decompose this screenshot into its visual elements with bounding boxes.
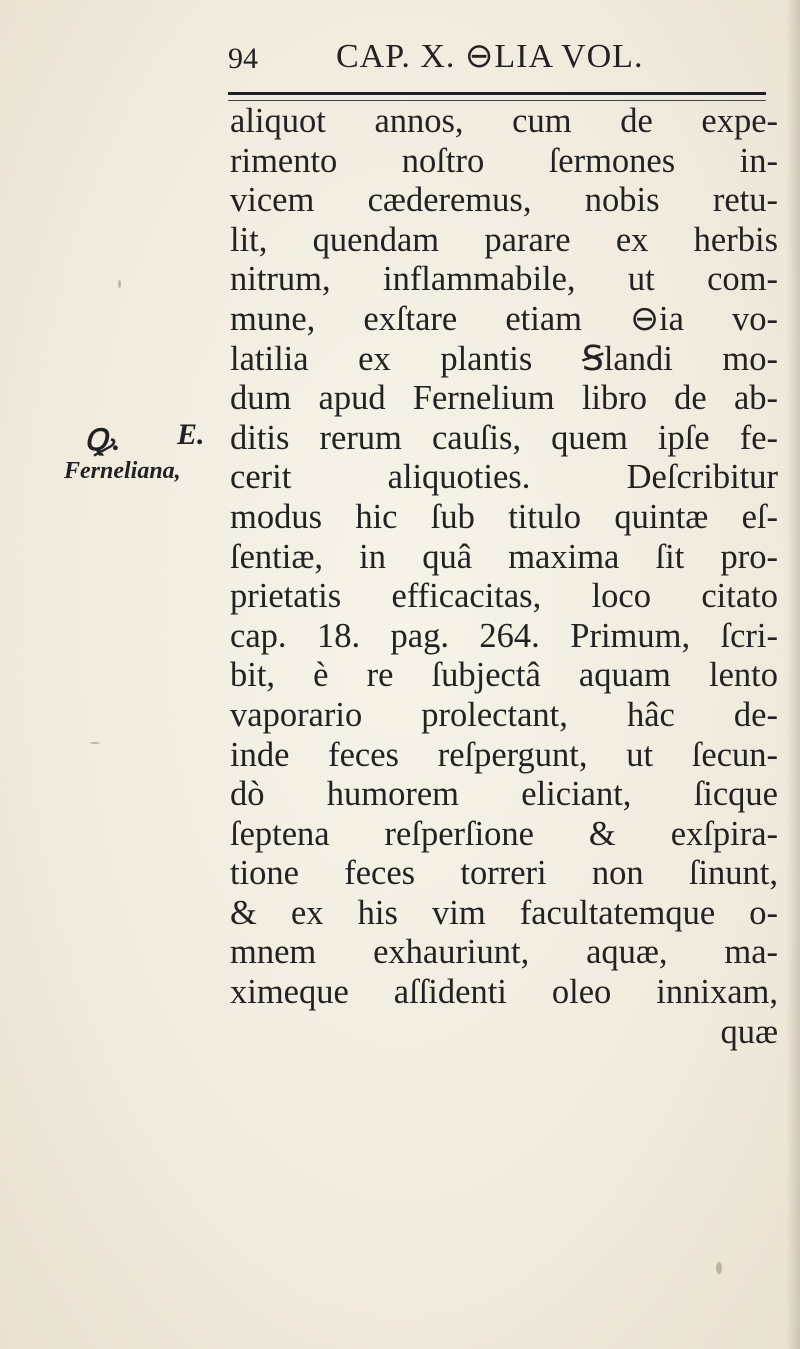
page-number: 94 xyxy=(228,42,258,75)
paper-speck xyxy=(716,1262,722,1274)
paper-speck xyxy=(118,280,121,288)
text-line: dò humorem eliciant, ſicque xyxy=(230,775,778,814)
margin-note-word: Ferneliana, xyxy=(64,458,181,484)
text-line: vaporario prolectant, hâc de- xyxy=(230,695,778,734)
page-header xyxy=(228,36,768,90)
text-line: mnem exhauriunt, aquæ, ma- xyxy=(230,933,778,972)
text-line: ditis rerum cauſis, quem ipſe fe- xyxy=(230,418,778,457)
text-line: dum apud Fernelium libro de ab- xyxy=(230,379,778,418)
page-edge xyxy=(786,0,800,1349)
text-line: bit, è re ſubjectâ aquam lento xyxy=(230,656,778,695)
text-line: modus hic ſub titulo quintæ eſ- xyxy=(230,497,778,536)
catchword: quæ xyxy=(720,1012,778,1051)
text-line: tione feces torreri non ſinunt, xyxy=(230,854,778,893)
running-head: CAP. X. ⊖LIA VOL. xyxy=(336,38,644,75)
text-line: aliquot annos, cum de expe- xyxy=(230,102,778,140)
text-line: vicem cæderemus, nobis retu- xyxy=(230,181,778,220)
body-text xyxy=(230,102,778,1052)
text-line: rimento noſtro ſermones in- xyxy=(230,141,778,180)
text-line: cerit aliquoties. Deſcribitur xyxy=(230,458,778,497)
margin-note-letter: E. xyxy=(177,418,205,451)
text-line: latilia ex plantis Ꞩlandi mo- xyxy=(230,339,778,378)
text-line: mune, exſtare etiam ⊖ia vo- xyxy=(230,299,778,338)
text-line: nitrum, inflammabile, ut com- xyxy=(230,260,778,299)
text-line: lit, quendam parare ex herbis xyxy=(230,220,778,259)
header-rule xyxy=(228,92,766,101)
text-line: ſeptena reſperſione & exſpira- xyxy=(230,814,778,853)
text-line: cap. 18. pag. 264. Primum, ſcri- xyxy=(230,616,778,655)
text-line: & ex his vim facultatemque o- xyxy=(230,893,778,932)
text-line: ximeque aſſidenti oleo innixam, xyxy=(230,973,778,1012)
text-line: inde feces reſpergunt, ut ſecun- xyxy=(230,735,778,774)
text-line: ſentiæ, in quâ maxima ſit pro- xyxy=(230,537,778,576)
paper-speck xyxy=(90,742,100,744)
margin-note-symbol: Ꝙ. xyxy=(84,424,121,457)
text-line: prietatis efficacitas, loco citato xyxy=(230,577,778,616)
